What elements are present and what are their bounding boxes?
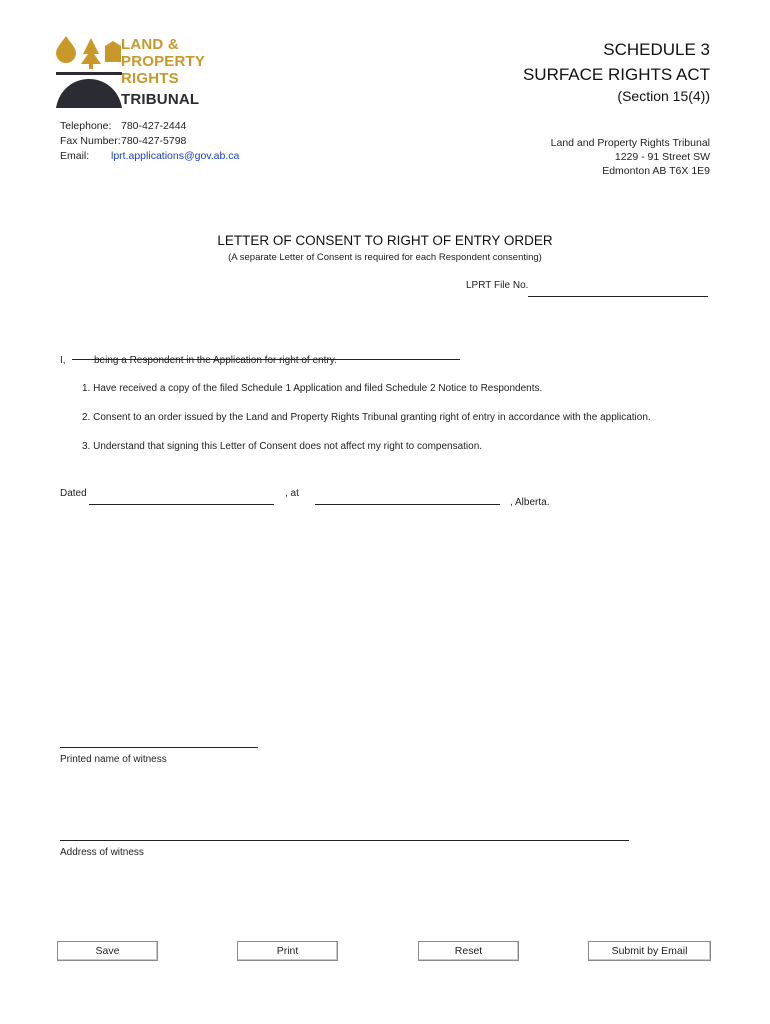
consent-item-3: 3. Understand that signing this Letter of Consent does not affect my right to compensation. [82, 441, 483, 452]
logo-line-2: PROPERTY [121, 53, 206, 70]
alberta-label: , Alberta. [510, 497, 550, 508]
schedule-title: SCHEDULE 3 [603, 40, 710, 59]
logo-mark-icon [55, 32, 123, 110]
save-button[interactable]: Save [57, 941, 158, 961]
document-title: LETTER OF CONSENT TO RIGHT OF ENTRY ORDER [217, 233, 553, 248]
logo-line-1: LAND & [121, 36, 179, 53]
address-line-3: Edmonton AB T6X 1E9 [602, 165, 710, 177]
reset-button[interactable]: Reset [418, 941, 519, 961]
witness-address-label: Address of witness [60, 847, 144, 858]
address-line-1: Land and Property Rights Tribunal [550, 137, 710, 149]
dated-label: Dated [60, 488, 87, 499]
at-label: , at [285, 488, 299, 499]
telephone-value: 780-427-2444 [121, 120, 187, 132]
witness-name-label: Printed name of witness [60, 754, 167, 765]
consent-item-2: 2. Consent to an order issued by the Land and Property Rights Tribunal granting right of entry in accordance with the application. [82, 412, 651, 423]
witness-name-field[interactable] [60, 747, 258, 748]
location-field[interactable] [315, 504, 500, 505]
act-title: SURFACE RIGHTS ACT [522, 65, 710, 84]
respondent-text: being a Respondent in the Application for right of entry. [94, 355, 337, 366]
submit-by-email-button[interactable]: Submit by Email [588, 941, 711, 961]
telephone-label: Telephone: [60, 120, 112, 132]
witness-address-field[interactable] [60, 840, 629, 841]
logo-line-4: TRIBUNAL [121, 91, 200, 108]
consent-item-1: 1. Have received a copy of the filed Schedule 1 Application and filed Schedule 2 Notice to Respondents. [82, 383, 543, 394]
document-subtitle: (A separate Letter of Consent is required for each Respondent consenting) [228, 252, 542, 263]
address-line-2: 1229 - 91 Street SW [614, 151, 710, 163]
file-number-field[interactable] [528, 296, 708, 297]
fax-value: 780-427-5798 [121, 135, 187, 147]
tribunal-logo [55, 32, 230, 110]
file-number-label: LPRT File No. [466, 280, 529, 291]
section-reference: (Section 15(4)) [617, 88, 710, 104]
email-link[interactable]: lprt.applications@gov.ab.ca [111, 150, 240, 162]
email-label: Email: [60, 150, 90, 162]
date-field[interactable] [89, 504, 274, 505]
print-button[interactable]: Print [237, 941, 338, 961]
logo-line-3: RIGHTS [121, 70, 179, 87]
respondent-prefix: I, [60, 355, 66, 366]
fax-label: Fax Number: [60, 135, 121, 147]
